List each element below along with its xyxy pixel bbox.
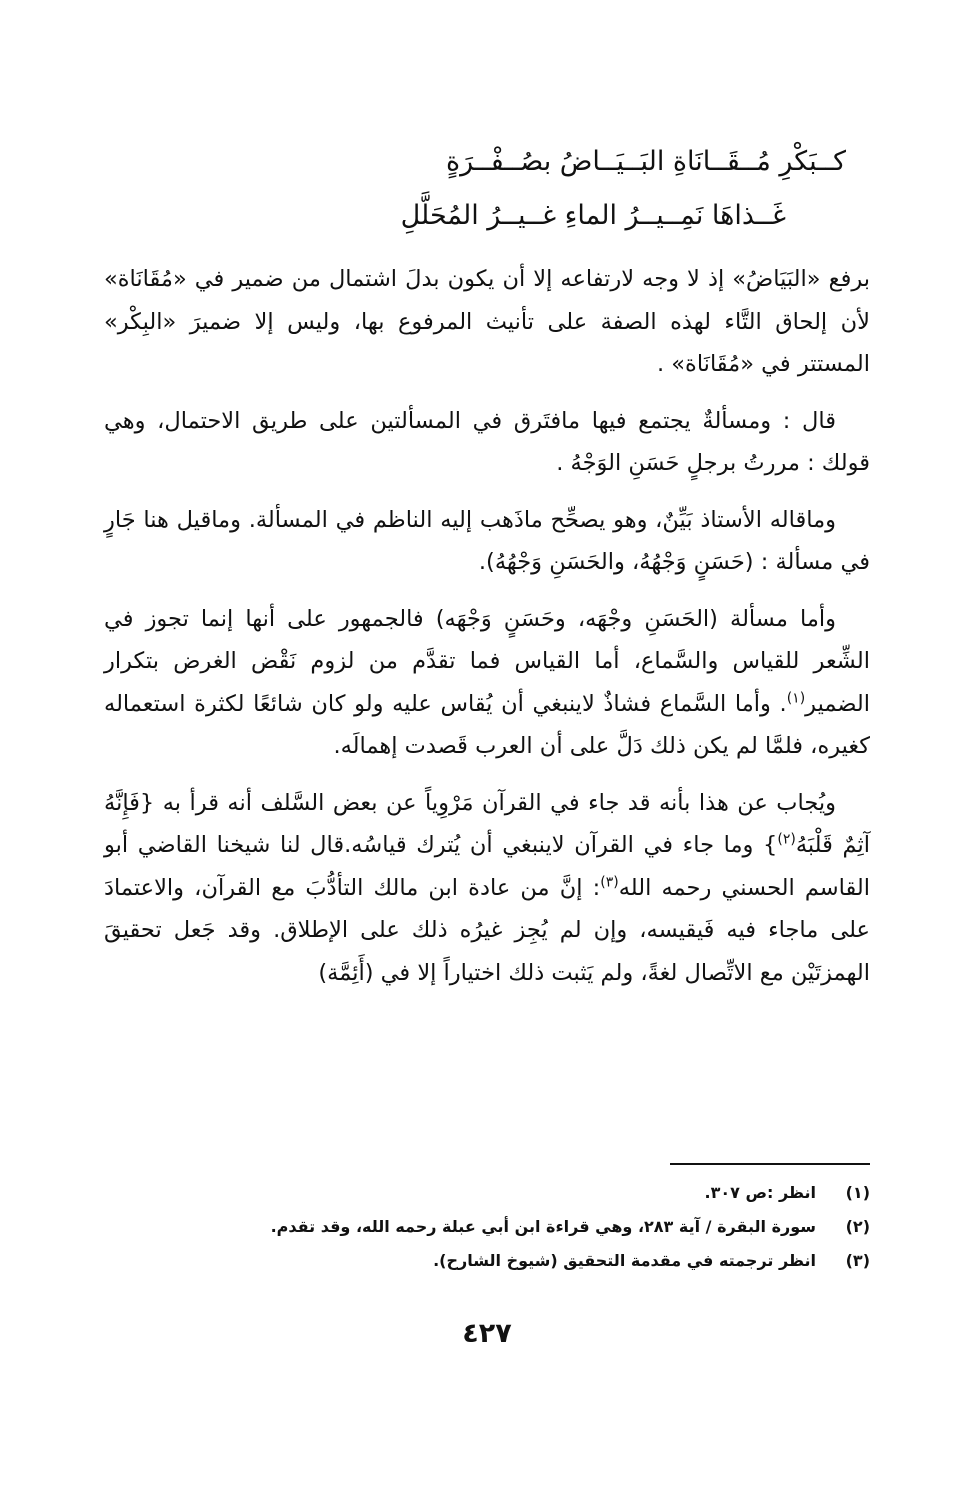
paragraph-5-text-before: ويُجاب عن هذا بأنه قد جاء في القرآن مَرْوِياً عن بعض السَّلف أنه قرأ به {فَإِنَّهُ آثِمٌ قَلْبَهُ <box>104 789 871 858</box>
main-text <box>104 258 870 1008</box>
footnote-3 <box>104 1244 870 1278</box>
paragraph-4-text-before: وأما مسألة (الحَسَنِ وجْهَه، وحَسَنٍ وَجْهَه) فالجمهور على أنها إنما تجوز في الشِّعر للقياس والسَّماع، أما القياس فما تقدَّم من لزوم نَقْض الغرض بتكرار الضمير <box>104 605 870 717</box>
paragraph-5 <box>104 782 870 995</box>
page-number: ٤٢٧ <box>462 1318 512 1349</box>
footnotes <box>104 1176 870 1278</box>
paragraph-1: برفع «البَيَاضُ» إذ لا وجه لارتفاعه إلا أن يكون بدلَ اشتمال من ضمير في «مُقَانَاة» لأن إلحاق التَّاء لهذه الصفة على تأنيث المرفوع بها، وليس إلا ضميرَ «البِكْر» المستتر في «مُقَانَاة» . <box>104 266 870 377</box>
footnote-3-text: انظر ترجمته في مقدمة التحقيق (شيوخ الشارح). <box>433 1251 816 1270</box>
footnote-ref-1: (١) <box>786 690 806 706</box>
footnote-2-text: سورة البقرة / آية ٢٨٣، وهي قراءة ابن أبي عبلة رحمه الله، وقد تقدم. <box>270 1217 816 1236</box>
footnote-1-number: (١) <box>845 1183 870 1202</box>
footnote-2 <box>104 1210 870 1244</box>
paragraph-2: قال : ومسألةٌ يجتمع فيها مافتَرق في المسألتين على طريق الاحتمال، وهي قولك : مررتُ برجلٍ حَسَنِ الوَجْهُ . <box>104 407 870 476</box>
footnote-divider <box>670 1163 870 1165</box>
paragraph-3: وماقاله الأستاذ بَيِّنٌ، وهو يصحِّح ماذَهب إليه الناظم في المسألة. وماقيل هنا جَارٍ في مسألة : (حَسَنٍ وَجْهُهُ، والحَسَنِ وَجْهُهُ). <box>104 506 870 575</box>
poem-verse-first-half: كــبَكْرِ مُــقَــانَاةِ البَــيَــاضُ بصُــفْــرَةٍ <box>445 146 846 177</box>
footnote-1 <box>104 1176 870 1210</box>
footnote-2-number: (٢) <box>845 1217 870 1236</box>
footnote-1-text: انظر :ص ٣٠٧. <box>704 1183 816 1202</box>
paragraph-4 <box>104 598 870 768</box>
footnote-3-number: (٣) <box>845 1251 870 1270</box>
paragraph-5-text-middle: } وما جاء في القرآن لاينبغي أن يُترك قياسُه.قال لنا شيخنا القاضي أبو القاسم الحسني رحمه الله <box>104 832 871 901</box>
poem-verse-second-half: غَــذاهَا نَمِــيــرُ الماءِ غــيــرُ المُحَلَّلِ <box>400 200 786 231</box>
footnote-ref-2: (٢) <box>777 831 796 848</box>
paragraph-4-text-after: . وأما السَّماع فشاذٌ لاينبغي أن يُقاس عليه ولو كان شائعًا لكثرة استعماله كغيره، فلمَّا لم يكن ذلك دَلَّ على أن العرب قَصدت إهمالَه. <box>104 690 870 759</box>
paragraph-5-text-after: : إنَّ من عادة ابن مالك التأدُّبَ مع القرآن، والاعتمادَ على ماجاء فيه فَيقيسه، وإن لم يُجِز غيرُه ذلك على الإطلاق. وقد جَعل تحقيقَ الهمزتَيْن مع الاتِّصال لغةً، ولم يَثبت ذلك اختياراً إلا في (أَئِمَّة) <box>104 874 870 986</box>
footnote-ref-3: (٣) <box>600 874 619 890</box>
